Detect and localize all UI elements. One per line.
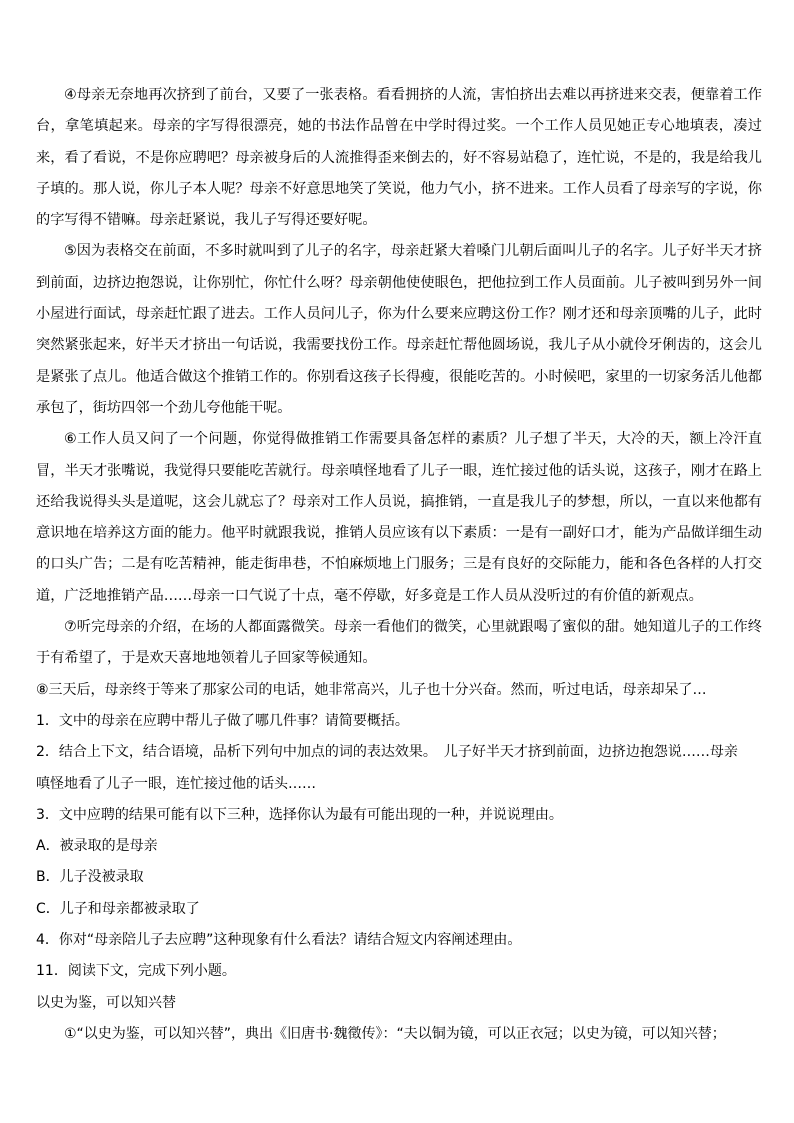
question-11: 11．阅读下文，完成下列小题。	[36, 963, 236, 980]
question-2-line-2: 嗔怪地看了儿子一眼，连忙接过他的话头……	[36, 775, 316, 792]
option-b: B．儿子没被录取	[36, 869, 144, 886]
paragraph-6: ⑥工作人员又问了一个问题，你觉得做推销工作需要具备怎样的素质？儿子想了半天，大冷的天，额上冷汗直冒，半天才张嘴说，我觉得只要能吃苦就行。母亲嗔怪地看了儿子一眼，连忙接过他的话头说，这孩子，刚才在路上还给我说得头头是道呢，这会儿就忘了？母亲对工作人员说，搞推销，一直是我儿子的梦想，所以，一直以来他都有意识地在培养这方面的能力。他平时就跟我说，推销人员应该有以下素质：一是有一副好口才，能为产品做详细生动的口头广告；二是有吃苦精神，能走街串巷，不怕麻烦地上门服务；三是有良好的交际能力，能和各色各样的人打交道，广泛地推销产品……母亲一口气说了十点，毫不停歇，好多竟是工作人员从没听过的有价值的新观点。	[36, 431, 762, 604]
document-page	[36, 80, 762, 1050]
option-a: A．被录取的是母亲	[36, 838, 158, 855]
question-1: 1．文中的母亲在应聘中帮儿子做了哪几件事？请简要概括。	[36, 712, 409, 729]
question-4: 4．你对“母亲陪儿子去应聘”这种现象有什么看法？请结合短文内容阐述理由。	[36, 932, 522, 949]
paragraph-5: ⑤因为表格交在前面，不多时就叫到了儿子的名字，母亲赶紧大着嗓门儿朝后面叫儿子的名字。儿子好半天才挤到前面，边挤边抱怨说，让你别忙，你忙什么呀？母亲朝他使使眼色，把他拉到工作人员面前。儿子被叫到另外一间小屋进行面试，母亲赶忙跟了进去。工作人员问儿子，你为什么要来应聘这份工作？刚才还和母亲顶嘴的儿子，此时突然紧张起来，好半天才挤出一句话说，我需要找份工作。母亲赶忙帮他圆场说，我儿子从小就伶牙俐齿的，这会儿是紧张了点儿。他适合做这个推销工作的。你别看这孩子长得瘦，很能吃苦的。小时候吧，家里的一切家务活儿他都承包了，街坊四邻一个劲儿夸他能干呢。	[36, 243, 762, 416]
paragraph-7: ⑦听完母亲的介绍，在场的人都面露微笑。母亲一看他们的微笑，心里就跟喝了蜜似的甜。她知道儿子的工作终于有希望了，于是欢天喜地地领着儿子回家等候通知。	[36, 619, 762, 667]
article-paragraph-1: ①“以史为鉴，可以知兴替”，典出《旧唐书·魏徵传》：“夫以铜为镜，可以正衣冠；以史为镜，可以知兴替；	[64, 1025, 726, 1042]
paragraph-8: ⑧三天后，母亲终于等来了那家公司的电话，她非常高兴，儿子也十分兴奋。然而，听过电话，母亲却呆了…	[36, 681, 707, 698]
paragraph-4: ④母亲无奈地再次挤到了前台，又要了一张表格。看看拥挤的人流，害怕挤出去难以再挤进来交表，便靠着工作台，拿笔填起来。母亲的字写得很漂亮，她的书法作品曾在中学时得过奖。一个工作人员见她正专心地填表，凑过来，看了看说，不是你应聘吧？母亲被身后的人流推得歪来倒去的，好不容易站稳了，连忙说，不是的，我是给我儿子填的。那人说，你儿子本人呢？母亲不好意思地笑了笑说，他力气小，挤不进来。工作人员看了母亲写的字说，你的字写得不错嘛。母亲赶紧说，我儿子写得还要好呢。	[36, 87, 762, 229]
article-title: 以史为鉴，可以知兴替	[36, 994, 176, 1011]
question-2-line-1: 2．结合上下文，结合语境，品析下列句中加点的词的表达效果。 儿子好半天才挤到前面，边挤边抱怨说……母亲	[36, 744, 738, 761]
question-3: 3．文中应聘的结果可能有以下三种，选择你认为最有可能出现的一种，并说说理由。	[36, 806, 563, 823]
option-c: C．儿子和母亲都被录取了	[36, 900, 200, 917]
